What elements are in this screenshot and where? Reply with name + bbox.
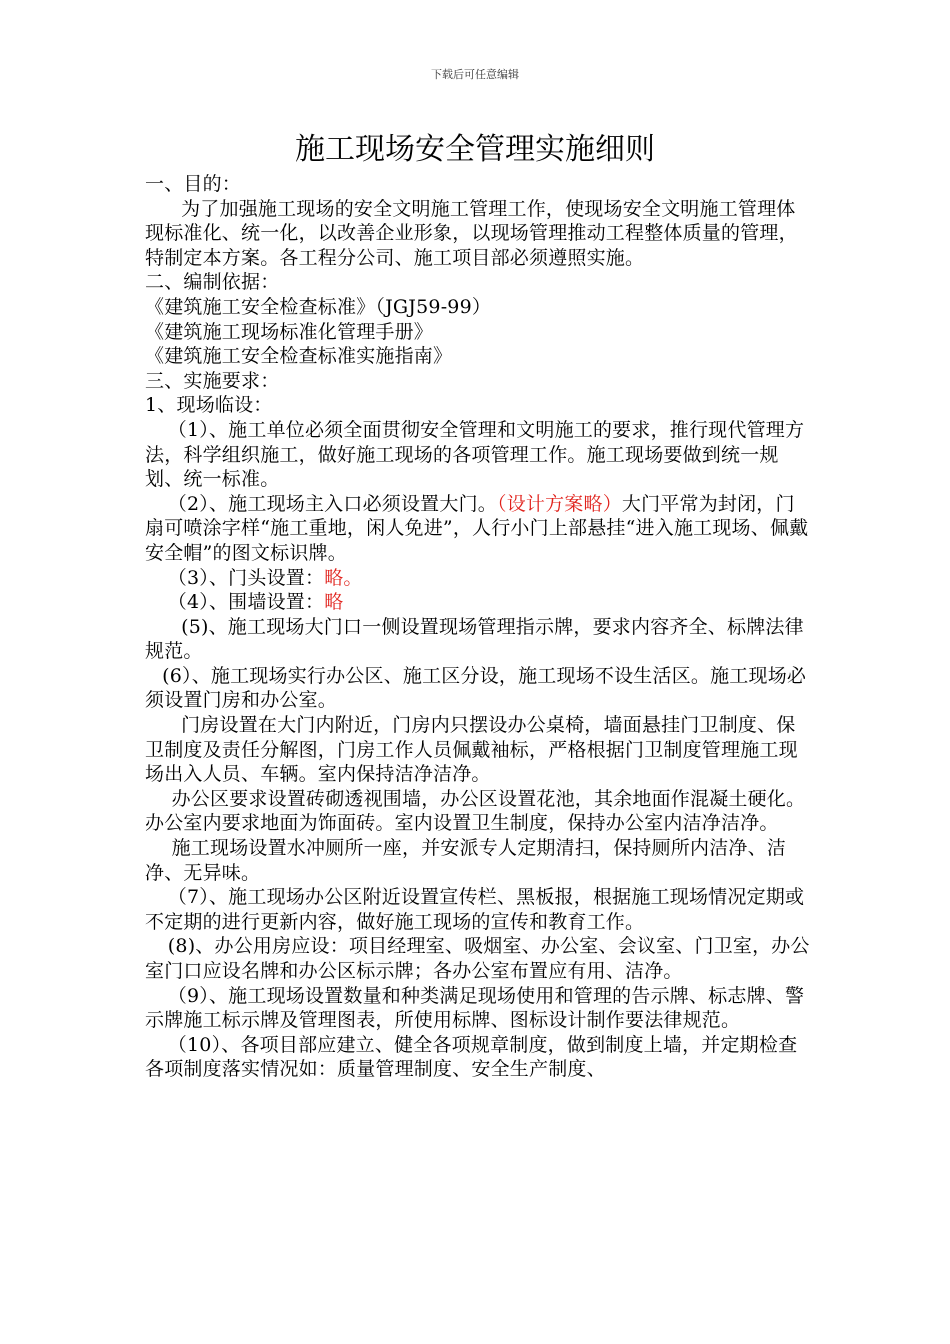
red-note: 略 [324,591,344,614]
paragraph: 《建筑施工安全检查标准实施指南》 [145,345,453,368]
paragraph: (6）、施工现场实行办公区、施工区分设，施工现场不设生活区。施工现场必须设置门房和办公室。 [145,664,807,712]
paragraph: 施工现场设置水冲厕所一座，并安派专人定期清扫，保持厕所内洁净、洁净、无异味。 [145,837,786,884]
paragraph: （9）、施工现场设置数量和种类满足现场使用和管理的告示牌、标志牌、警示牌施工标示牌及管理图表，所使用标牌、图标设计制作要法律规范。 [145,984,805,1032]
header-note: 下载后可任意编辑 [431,68,519,81]
red-note: 略。 [324,566,363,589]
paragraph: （10）、各项目部应建立、健全各项规章制度，做到制度上墙，并定期检查各项制度落实情况如：质量管理制度、安全生产制度、 [145,1033,798,1081]
paragraph: （1）、施工单位必须全面贯彻安全管理和文明施工的要求，推行现代管理方法，科学组织施工，做好施工现场的各项管理工作。施工现场要做到统一规划、统一标准。 [145,418,805,491]
paragraph: 为了加强施工现场的安全文明施工管理工作，使现场安全文明施工管理体现标准化、统一化，以改善企业形象，以现场管理推动工程整体质量的管理，特制定本方案。各工程分公司、施工项目部必须遵照实施。 [145,197,798,269]
paragraph: （2）、施工现场主入口必须设置大门。（设计方案略）大门平常为封闭，门扇可喷涂字样“施工重地，闲人免进”，人行小门上部悬挂“进入施工现场、佩戴安全帽”的图文标识牌。 [145,492,809,564]
paragraph: 1、现场临设： [145,394,273,417]
paragraph: (5)、施工现场大门口一侧设置现场管理指示牌，要求内容齐全、标牌法律规范。 [145,615,804,663]
paragraph: (8)、办公用房应设：项目经理室、吸烟室、办公室、会议室、门卫室，办公室门口应设名牌和办公区标示牌；各办公室布置应有用、洁净。 [145,935,810,982]
paragraph: （4）、围墙设置：略 [167,591,344,614]
paragraph: （7）、施工现场办公区附近设置宣传栏、黑板报，根据施工现场情况定期或不定期的进行更新内容，做好施工现场的宣传和教育工作。 [145,886,805,933]
paragraph: （3）、门头设置：略。 [167,566,363,589]
paragraph: 《建筑施工现场标准化管理手册》 [145,320,434,343]
document-title: 施工现场安全管理实施细则 [295,132,655,167]
document-body [145,172,810,1082]
paragraph: 二、编制依据： [145,271,280,294]
paragraph: 三、实施要求： [145,369,280,392]
red-note: （设计方案略） [497,492,622,515]
paragraph: 《建筑施工安全检查标准》（JGJ59-99） [145,295,492,318]
paragraph: 一、目的： [145,173,242,195]
paragraph: 门房设置在大门内附近，门房内只摆设办公桌椅，墙面悬挂门卫制度、保卫制度及责任分解图，门房工作人员佩戴袖标，严格根据门卫制度管理施工现场出入人员、车辆。室内保持洁净洁净。 [145,714,798,786]
paragraph: 办公区要求设置砖砌透视围墙，办公区设置花池，其余地面作混凝土硬化。办公室内要求地面为饰面砖。室内设置卫生制度，保持办公室内洁净洁净。 [145,787,806,835]
